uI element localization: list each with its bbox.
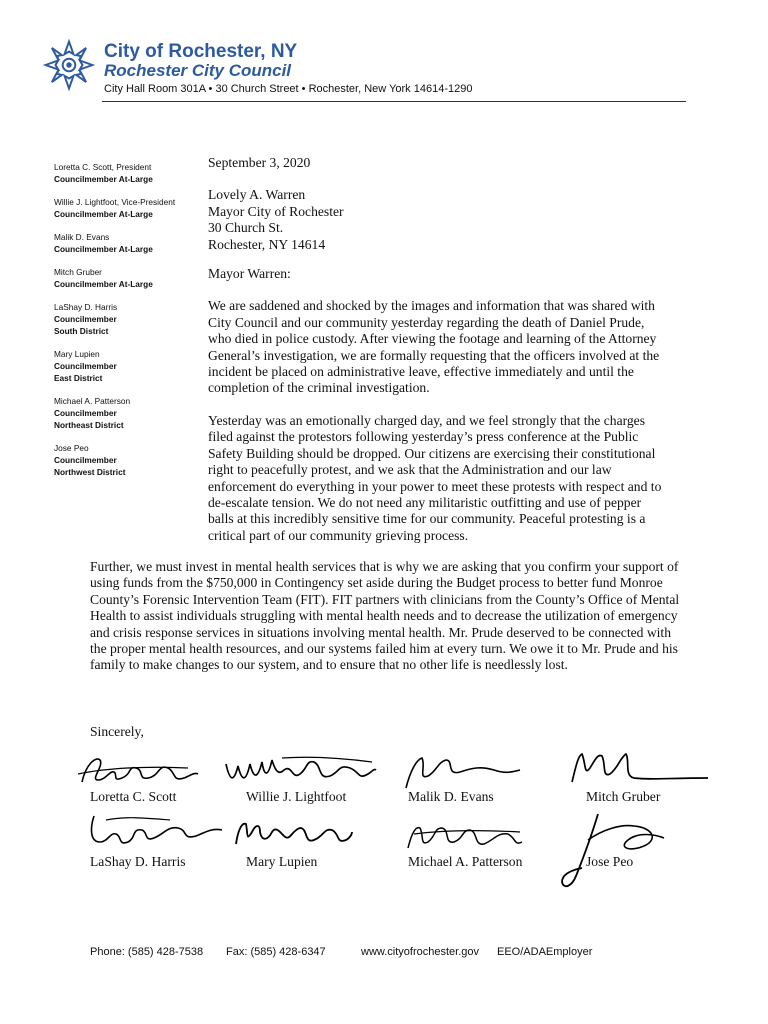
footer-fax: Fax: (585) 428-6347 [226, 946, 326, 958]
roster-member [54, 231, 204, 255]
signatory-name: Loretta C. Scott [90, 789, 177, 804]
roster-member-district: Northeast District [54, 420, 124, 431]
paragraph: Yesterday was an emotionally charged day, and we feel strongly that the charges filed against the protestors following yesterday’s press conference at the Public Safety Building should be dropped. Our citizens are exercising their constitutional right to peacefully protest, and we ask that the Administration and our law enforcement do everything in your power to meet these protests with respect and to de-escalate tension. We do not need any militaristic outfitting and use of pepper balls at this incredibly sensitive time for our community. Peaceful protesting is a critical part of our community grieving process. [208, 412, 662, 543]
signatory-name: Mary Lupien [246, 854, 318, 869]
letterhead-address: City Hall Room 301A • 30 Church Street • Rochester, New York 14614-1290 [104, 83, 473, 95]
roster-member-name: Mitch Gruber [54, 266, 102, 277]
footer-website[interactable]: www.cityofrochester.gov [361, 946, 479, 958]
closing: Sincerely, [90, 724, 144, 739]
paragraph: Further, we must invest in mental health services that is why we are asking that you confirm your support of using funds from the $750,000 in Contingency set aside during the Budget process to better fund Monroe County’s Forensic Intervention Team (FIT). FIT partners with clinicians from the County’s Office of Mental Health to assist individuals struggling with mental health needs and to decrease the utilization of emergency and crisis response services in situations involving mental health. Mr. Prude deserved to be connected with the proper mental health resources, and our systems failed him at every turn. We owe it to Mr. Prude and his family to make changes to our system, and to ensure that no other life is needlessly lost. [90, 559, 680, 673]
roster-member [54, 161, 204, 185]
roster-member-name: LaShay D. Harris [54, 301, 118, 312]
org-name: City of Rochester, NY [104, 41, 298, 62]
letter-date: September 3, 2020 [208, 155, 311, 170]
letterhead-divider [102, 101, 686, 102]
signatory-name: Malik D. Evans [408, 789, 494, 804]
signature-evans [402, 752, 522, 792]
signature-harris [86, 808, 226, 850]
recipient-title: Mayor City of Rochester [208, 203, 344, 219]
roster-member-name: Willie J. Lightfoot, Vice-President [54, 196, 176, 207]
roster-member-role: Councilmember At-Large [54, 244, 153, 255]
council-roster [54, 161, 204, 489]
roster-member-district: South District [54, 326, 109, 337]
roster-member-name: Malik D. Evans [54, 231, 110, 242]
roster-member [54, 348, 204, 385]
signature-gruber [568, 748, 712, 788]
signature-lightfoot [222, 752, 378, 792]
roster-member-role: Councilmember At-Large [54, 278, 153, 289]
roster-member [54, 395, 204, 432]
signatory-name: Willie J. Lightfoot [246, 789, 347, 804]
signatory-name: Jose Peo [586, 854, 634, 869]
roster-member-role: Councilmember [54, 313, 117, 324]
roster-member-name: Jose Peo [54, 442, 89, 453]
roster-member-role: Councilmember At-Large [54, 209, 153, 220]
signature-scott [76, 750, 202, 792]
roster-member-district: Northwest District [54, 467, 126, 478]
roster-member-district: East District [54, 373, 103, 384]
roster-member [54, 196, 204, 220]
signature-patterson [404, 818, 526, 858]
roster-member-role: Councilmember [54, 360, 117, 371]
recipient-block [208, 187, 670, 253]
signatory-name: Mitch Gruber [586, 789, 661, 804]
roster-member-name: Mary Lupien [54, 348, 100, 359]
roster-member-name: Loretta C. Scott, President [54, 162, 152, 172]
roster-member-role: Councilmember [54, 408, 117, 419]
council-name: Rochester City Council [104, 61, 292, 80]
signature-lupien [232, 814, 354, 856]
footer-phone: Phone: (585) 428-7538 [90, 946, 204, 958]
recipient-city: Rochester, NY 14614 [208, 236, 326, 252]
footer-eeo: EEO/ADAEmployer [497, 946, 593, 958]
signature-peo [558, 810, 668, 894]
salutation: Mayor Warren: [208, 266, 291, 282]
roster-member [54, 301, 204, 338]
paragraph: We are saddened and shocked by the images and information that was shared with City Council and our community yesterday regarding the death of Daniel Prude, who died in police custody. After viewing the footage and learning of the Attorney General’s investigation, we are formally requesting that the officers involved at the incident be placed on administrative leave, effective immediately and until the completion of the criminal investigation. [208, 298, 660, 396]
signatory-name: LaShay D. Harris [90, 854, 186, 869]
roster-member-name: Michael A. Patterson [54, 395, 131, 406]
recipient-name: Lovely A. Warren [208, 187, 306, 203]
roster-member-role: Councilmember [54, 455, 117, 466]
signatory-name: Michael A. Patterson [408, 854, 523, 869]
roster-member [54, 442, 204, 479]
letter-body [208, 155, 670, 560]
city-flower-logo-icon [42, 38, 96, 92]
roster-member [54, 266, 204, 290]
roster-member-role: Councilmember At-Large [54, 174, 153, 185]
recipient-street: 30 Church St. [208, 220, 284, 236]
